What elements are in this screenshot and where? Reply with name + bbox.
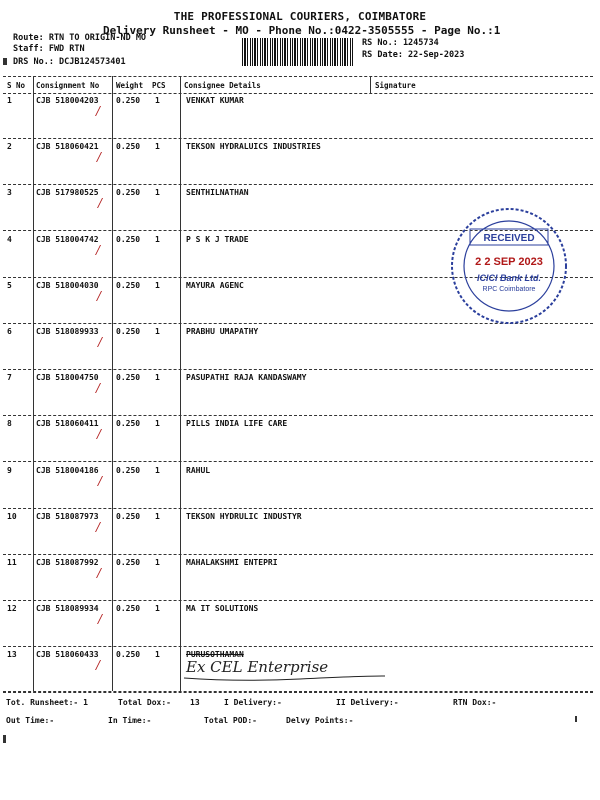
tick-mark-icon: / [98,474,103,488]
row-pcs: 1 [155,650,160,659]
runsheet-subtitle: Delivery Runsheet - MO - Phone No.:0422-3505555 - Page No.:1 [103,24,501,37]
row-consignment-no: CJB 518004742 [36,235,99,244]
col-header-sno: S No [7,81,26,90]
tick-mark-icon: / [97,289,102,303]
tick-mark-icon: / [98,612,103,626]
row-consignment-no: CJB 517980525 [36,188,99,197]
row-weight: 0.250 [116,188,141,197]
rs-number: RS No.: 1245734 [362,38,439,48]
footer-rule [3,691,593,692]
rtn-dox: RTN Dox:- [453,698,497,707]
row-rule [3,508,593,509]
column-divider [370,76,371,93]
row-weight: 0.250 [116,604,141,613]
row-weight: 0.250 [116,512,141,521]
row-pcs: 1 [155,188,160,197]
row-consignee: MAYURA AGENC [186,281,244,290]
row-sno: 10 [7,512,17,521]
row-weight: 0.250 [116,235,141,244]
row-weight: 0.250 [116,650,141,659]
row-consignment-no: CJB 518087992 [36,558,99,567]
received-stamp-icon [448,205,570,327]
row-sno: 12 [7,604,17,613]
row-pcs: 1 [155,466,160,475]
tick-mark-icon: / [96,520,101,534]
row-pcs: 1 [155,512,160,521]
row-consignee: TEKSON HYDRULIC INDUSTYR [186,512,302,521]
row-weight: 0.250 [116,281,141,290]
row-weight: 0.250 [116,419,141,428]
row-consignment-no: CJB 518004186 [36,466,99,475]
row-pcs: 1 [155,96,160,105]
stamp-bank-text: ICICI Bank Ltd. [476,273,542,283]
row-consignment-no: CJB 518004030 [36,281,99,290]
delvy-points: Delvy Points:- [286,716,354,725]
column-divider [180,76,181,691]
row-pcs: 1 [155,604,160,613]
row-rule [3,646,593,647]
row-sno: 8 [7,419,12,428]
route-label: Route: RTN TO ORIGIN-ND MO [13,33,147,43]
row-rule [3,415,593,416]
row-consignee: TEKSON HYDRALUICS INDUSTRIES [186,142,321,151]
row-weight: 0.250 [116,558,141,567]
tick-mark-icon: / [96,381,101,395]
row-rule [3,600,593,601]
row-pcs: 1 [155,142,160,151]
header-top-rule [3,76,593,77]
i-delivery: I Delivery:- [224,698,282,707]
row-rule [3,369,593,370]
handwritten-note: Ex CEL Enterprise [186,658,329,676]
row-consignee: MAHALAKSHMI ENTEPRI [186,558,278,567]
out-time: Out Time:- [6,716,55,725]
row-rule [3,138,593,139]
rs-date: RS Date: 22-Sep-2023 [362,50,465,60]
row-consignee: P S K J TRADE [186,235,249,244]
row-consignee: MA IT SOLUTIONS [186,604,259,613]
col-header-pcs: PCS [152,81,166,90]
row-weight: 0.250 [116,142,141,151]
row-rule [3,554,593,555]
row-consignment-no: CJB 518004203 [36,96,99,105]
row-consignee: VENKAT KUMAR [186,96,244,105]
tick-mark-icon: / [96,243,101,257]
col-header-consignment: Consignment No [36,81,100,90]
stamp-branch-text: RPC Coimbatore [482,286,536,293]
row-pcs: 1 [155,558,160,567]
document-title: THE PROFESSIONAL COURIERS, COIMBATORE [173,10,427,23]
row-pcs: 1 [155,327,160,336]
total-dox-value: 13 [190,698,200,707]
scan-mark [575,716,577,722]
staff-label: Staff: FWD RTN [13,44,85,54]
row-consignment-no: CJB 518060411 [36,419,99,428]
row-consignment-no: CJB 518060421 [36,142,99,151]
row-consignee: RAHUL [186,466,211,475]
row-rule [3,184,593,185]
scan-mark [3,58,7,65]
row-rule [3,692,593,693]
tick-mark-icon: / [96,104,101,118]
header-bottom-rule [3,93,593,94]
tick-mark-icon: / [96,658,101,672]
in-time: In Time:- [108,716,152,725]
row-consignee: PASUPATHI RAJA KANDASWAMY [186,373,307,382]
handwriting-underline-icon [180,652,390,682]
stamp-received-text: RECEIVED [483,233,535,244]
drs-number: DRS No.: DCJB124573401 [13,57,126,67]
row-consignment-no: CJB 518060433 [36,650,99,659]
row-weight: 0.250 [116,466,141,475]
row-pcs: 1 [155,235,160,244]
row-sno: 2 [7,142,12,151]
tick-mark-icon: / [98,335,103,349]
row-sno: 9 [7,466,12,475]
row-consignment-no: CJB 518089934 [36,604,99,613]
row-consignment-no: CJB 518087973 [36,512,99,521]
row-sno: 4 [7,235,12,244]
row-sno: 1 [7,96,12,105]
row-consignee: SENTHILNATHAN [186,188,249,197]
tot-runsheet: Tot. Runsheet:- 1 [6,698,88,707]
barcode-icon [242,38,354,66]
col-header-weight: Weight [116,81,144,90]
row-sno: 5 [7,281,12,290]
stamp-date-text: 2 2 SEP 2023 [475,256,543,268]
row-sno: 7 [7,373,12,382]
row-sno: 6 [7,327,12,336]
col-header-signature: Signature [375,81,416,90]
row-sno: 13 [7,650,17,659]
row-pcs: 1 [155,373,160,382]
row-consignment-no: CJB 518004750 [36,373,99,382]
tick-mark-icon: / [97,427,102,441]
total-dox-label: Total Dox:- [118,698,171,707]
column-divider [33,76,34,691]
row-consignee: PRABHU UMAPATHY [186,327,259,336]
row-weight: 0.250 [116,327,141,336]
total-pod: Total POD:- [204,716,257,725]
tick-mark-icon: / [98,196,103,210]
row-weight: 0.250 [116,96,141,105]
row-sno: 11 [7,558,17,567]
row-rule [3,461,593,462]
row-consignee: PURUSOTHAMAN [186,650,244,659]
tick-mark-icon: / [97,150,102,164]
column-divider [112,76,113,691]
col-header-consignee: Consignee Details [184,81,261,90]
row-sno: 3 [7,188,12,197]
row-pcs: 1 [155,281,160,290]
row-consignee: PILLS INDIA LIFE CARE [186,419,288,428]
row-weight: 0.250 [116,373,141,382]
tick-mark-icon: / [97,566,102,580]
row-pcs: 1 [155,419,160,428]
ii-delivery: II Delivery:- [336,698,399,707]
scan-mark [3,735,6,743]
row-consignment-no: CJB 518089933 [36,327,99,336]
